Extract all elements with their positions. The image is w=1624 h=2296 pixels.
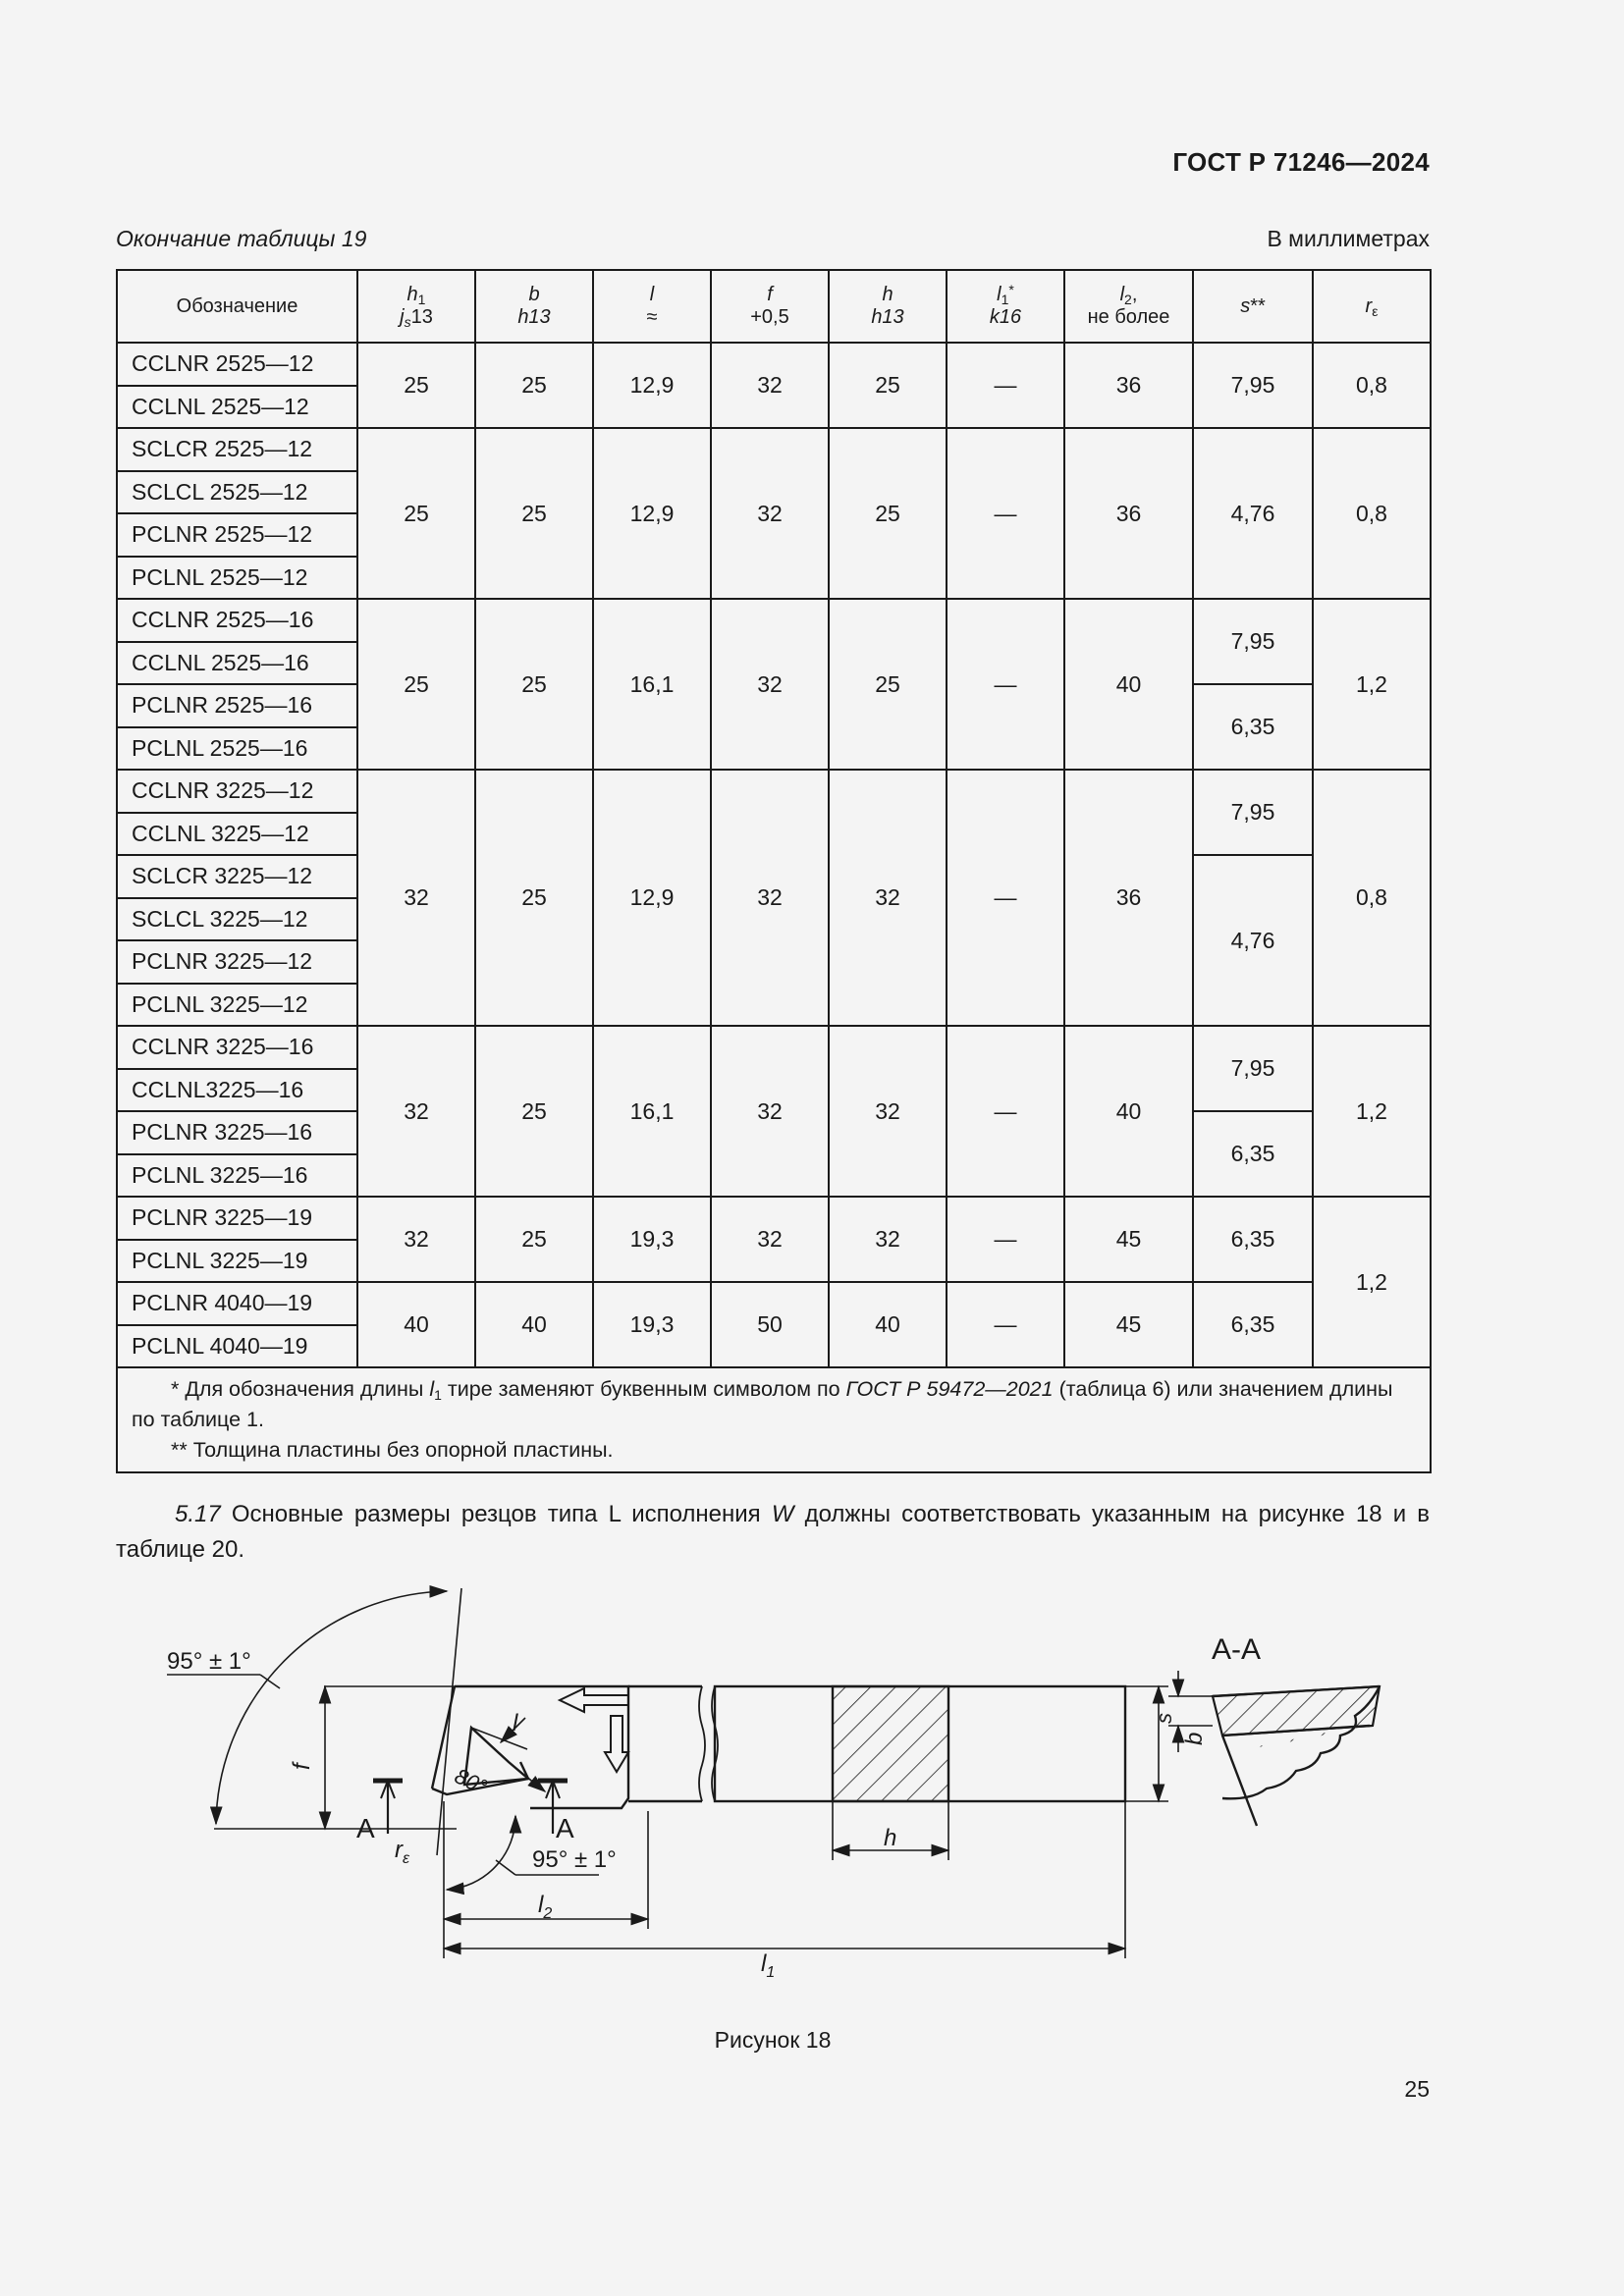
- h-cell: 40: [829, 1282, 947, 1367]
- h-cell: 32: [829, 770, 947, 1026]
- designation-cell: PCLNL 2525—16: [117, 727, 357, 771]
- header-h: h h13: [829, 270, 947, 343]
- figure-caption: Рисунок 18: [714, 2027, 832, 2053]
- b-cell: 40: [475, 1282, 593, 1367]
- designation-cell: SCLCR 3225—12: [117, 855, 357, 898]
- designation-cell: CCLNR 3225—12: [117, 770, 357, 813]
- l1-cell: —: [947, 428, 1064, 599]
- dim-l1-label: $l_1$: [761, 1950, 776, 1981]
- angle-80-label: 80°: [451, 1763, 491, 1800]
- table-row: [117, 599, 1431, 642]
- l2-cell: 45: [1064, 1282, 1193, 1367]
- s-cell: 7,95: [1193, 343, 1313, 428]
- l2-cell: 40: [1064, 599, 1193, 770]
- designation-cell: CCLNR 2525—12: [117, 343, 357, 386]
- s-cell: 4,76: [1193, 855, 1313, 1026]
- f-cell: 32: [711, 428, 829, 599]
- clause-5-17: 5.17 Основные размеры резцов типа L исполнения W должны соответствовать указанным на рисунке 18 и в таблице 20.: [116, 1501, 1430, 1563]
- page-number: 25: [1404, 2076, 1430, 2102]
- l-cell: 12,9: [593, 343, 711, 428]
- l1-cell: —: [947, 599, 1064, 770]
- designation-cell: PCLNL 3225—16: [117, 1154, 357, 1198]
- s-cell: 6,35: [1193, 1111, 1313, 1197]
- f-cell: 32: [711, 770, 829, 1026]
- b-cell: 25: [475, 428, 593, 599]
- l1-cell: —: [947, 1197, 1064, 1282]
- h1-cell: 25: [357, 428, 475, 599]
- h1-cell: 25: [357, 343, 475, 428]
- header-l1: $l_1^*$ k16: [947, 270, 1064, 343]
- r-cell: 0,8: [1313, 770, 1431, 1026]
- table-row: [117, 1197, 1431, 1240]
- tool-body: [432, 1686, 1125, 1808]
- designation-cell: PCLNR 2525—16: [117, 684, 357, 727]
- l2-cell: 36: [1064, 343, 1193, 428]
- f-cell: 32: [711, 1197, 829, 1282]
- l2-cell: 40: [1064, 1026, 1193, 1197]
- designation-cell: CCLNR 3225—16: [117, 1026, 357, 1069]
- l-cell: 12,9: [593, 770, 711, 1026]
- h1-cell: 32: [357, 1197, 475, 1282]
- dim-b-label: b: [1181, 1732, 1208, 1745]
- table-row: [117, 1026, 1431, 1069]
- r-cell: 0,8: [1313, 343, 1431, 428]
- designation-cell: CCLNR 2525—16: [117, 599, 357, 642]
- table-row: [117, 770, 1431, 813]
- designation-cell: PCLNR 4040—19: [117, 1282, 357, 1325]
- designation-cell: PCLNR 2525—12: [117, 513, 357, 557]
- footnote-2: ** Толщина пластины без опорной пластины.: [171, 1438, 614, 1462]
- header-h1: $h_1$ $j_s13$: [357, 270, 475, 343]
- r-cell: 1,2: [1313, 1026, 1431, 1197]
- header-designation: Обозначение: [117, 270, 357, 343]
- l1-cell: —: [947, 1026, 1064, 1197]
- table-row: [117, 343, 1431, 386]
- h-cell: 25: [829, 343, 947, 428]
- s-cell: 7,95: [1193, 1026, 1313, 1111]
- dim-h-label: h: [884, 1825, 897, 1851]
- l-cell: 16,1: [593, 1026, 711, 1197]
- f-cell: 32: [711, 343, 829, 428]
- h-cell: 32: [829, 1197, 947, 1282]
- designation-cell: SCLCL 3225—12: [117, 898, 357, 941]
- l1-cell: —: [947, 343, 1064, 428]
- f-cell: 50: [711, 1282, 829, 1367]
- header-l2: $l_2$, не более: [1064, 270, 1193, 343]
- h1-cell: 32: [357, 1026, 475, 1197]
- r-cell: 1,2: [1313, 599, 1431, 770]
- dim-l2-label: $l_2$: [538, 1892, 553, 1922]
- table-continuation-caption: Окончание таблицы 19: [116, 226, 367, 251]
- l-cell: 19,3: [593, 1282, 711, 1367]
- designation-cell: PCLNL 3225—12: [117, 984, 357, 1027]
- dim-l-label: l: [513, 1710, 518, 1736]
- angle-label-bottom: 95° ± 1°: [532, 1846, 617, 1873]
- h-cell: 32: [829, 1026, 947, 1197]
- l2-cell: 45: [1064, 1197, 1193, 1282]
- b-cell: 25: [475, 343, 593, 428]
- header-l: l ≈: [593, 270, 711, 343]
- s-cell: 7,95: [1193, 770, 1313, 855]
- l-cell: 16,1: [593, 599, 711, 770]
- h-cell: 25: [829, 599, 947, 770]
- designation-cell: CCLNL3225—16: [117, 1069, 357, 1112]
- table-footnotes: [117, 1367, 1431, 1472]
- figure-18-drawing: [167, 1580, 1414, 2012]
- designation-cell: PCLNL 3225—19: [117, 1240, 357, 1283]
- f-cell: 32: [711, 599, 829, 770]
- l1-cell: —: [947, 770, 1064, 1026]
- angle-label-top: 95° ± 1°: [167, 1648, 251, 1675]
- dim-r-label: $r_\varepsilon$: [395, 1837, 410, 1867]
- footnote-1: * Для обозначения длины $l_1$ тире заменяют буквенным символом по ГОСТ Р 59472—2021 (таблица 6) или значением длины по таблице 1.: [132, 1377, 1393, 1431]
- l2-cell: 36: [1064, 770, 1193, 1026]
- section-mark-left: A: [356, 1813, 375, 1843]
- header-f: f +0,5: [711, 270, 829, 343]
- f-cell: 32: [711, 1026, 829, 1197]
- designation-cell: PCLNL 2525—12: [117, 557, 357, 600]
- s-cell: 7,95: [1193, 599, 1313, 684]
- table-row: [117, 1282, 1431, 1325]
- r-cell: 0,8: [1313, 428, 1431, 599]
- h-cell: 25: [829, 428, 947, 599]
- footnotes-cell: [117, 1367, 1431, 1472]
- s-cell: 6,35: [1193, 1197, 1313, 1282]
- b-cell: 25: [475, 599, 593, 770]
- section-title: A-A: [1212, 1633, 1262, 1666]
- s-cell: 6,35: [1193, 684, 1313, 770]
- s-cell: 4,76: [1193, 428, 1313, 599]
- h1-cell: 40: [357, 1282, 475, 1367]
- header-s: s**: [1193, 270, 1313, 343]
- document-code: ГОСТ Р 71246—2024: [1172, 147, 1430, 177]
- designation-cell: PCLNR 3225—16: [117, 1111, 357, 1154]
- section-a-a: [1168, 1671, 1380, 1826]
- dim-f-label: f: [289, 1763, 315, 1770]
- b-cell: 25: [475, 1026, 593, 1197]
- h1-cell: 32: [357, 770, 475, 1026]
- units-caption: В миллиметрах: [1267, 226, 1430, 251]
- header-b: b h13: [475, 270, 593, 343]
- header-r: $r_\varepsilon$: [1313, 270, 1431, 343]
- l-cell: 19,3: [593, 1197, 711, 1282]
- dimension-lines: [167, 1588, 1168, 1958]
- l1-cell: —: [947, 1282, 1064, 1367]
- designation-cell: SCLCR 2525—12: [117, 428, 357, 471]
- designation-cell: PCLNR 3225—19: [117, 1197, 357, 1240]
- r-cell: 1,2: [1313, 1197, 1431, 1367]
- b-cell: 25: [475, 770, 593, 1026]
- dim-s-label: s: [1152, 1713, 1176, 1724]
- designation-cell: CCLNL 2525—12: [117, 386, 357, 429]
- dimensions-table: [116, 269, 1432, 1473]
- designation-cell: SCLCL 2525—12: [117, 471, 357, 514]
- table-header-row: [117, 270, 1431, 343]
- designation-cell: PCLNL 4040—19: [117, 1325, 357, 1368]
- s-cell: 6,35: [1193, 1282, 1313, 1367]
- designation-cell: CCLNL 2525—16: [117, 642, 357, 685]
- l-cell: 12,9: [593, 428, 711, 599]
- l2-cell: 36: [1064, 428, 1193, 599]
- table-row: [117, 428, 1431, 471]
- designation-cell: CCLNL 3225—12: [117, 813, 357, 856]
- b-cell: 25: [475, 1197, 593, 1282]
- h1-cell: 25: [357, 599, 475, 770]
- section-mark-right: A: [556, 1813, 574, 1843]
- designation-cell: PCLNR 3225—12: [117, 940, 357, 984]
